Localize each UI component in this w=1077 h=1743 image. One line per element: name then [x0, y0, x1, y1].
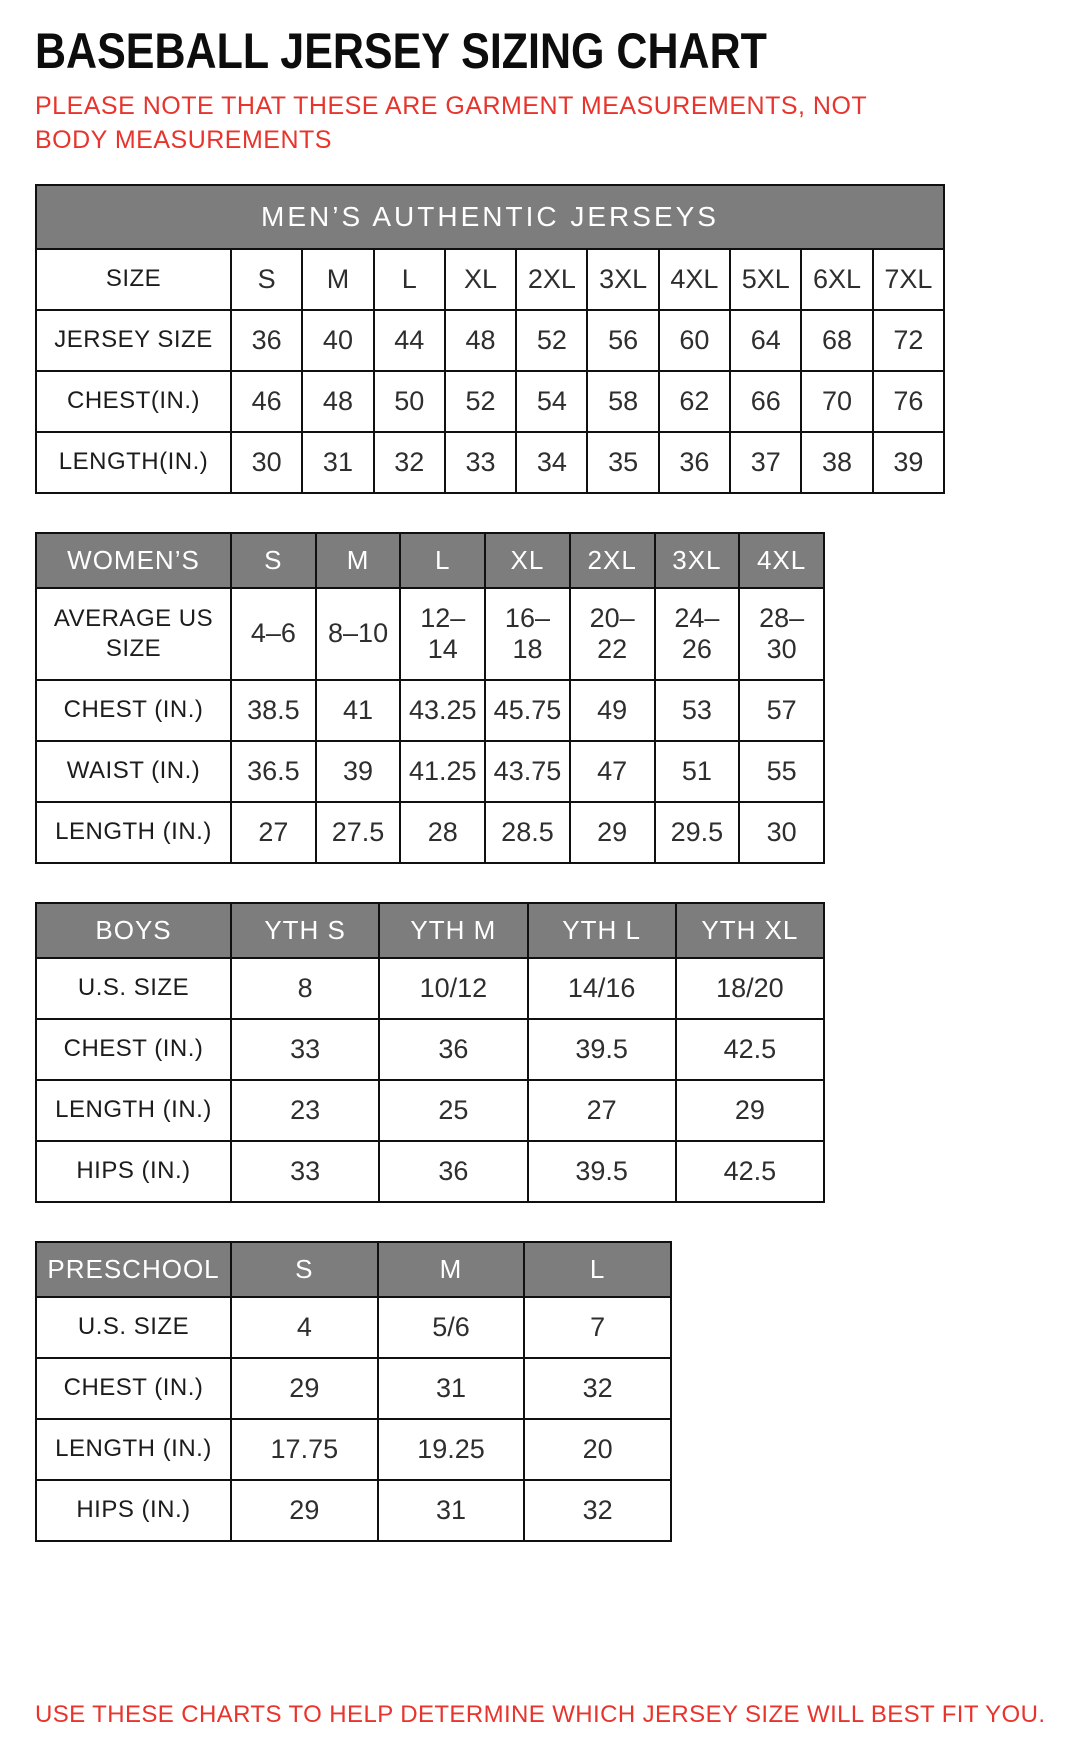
row-label: AVERAGE US SIZE	[36, 588, 231, 680]
table-cell: 36	[379, 1019, 527, 1080]
table-cell: 27	[528, 1080, 676, 1141]
row-label: LENGTH (IN.)	[36, 1419, 231, 1480]
row-label: HIPS (IN.)	[36, 1480, 231, 1541]
table-row	[36, 1358, 671, 1419]
table-cell: 45.75	[485, 680, 570, 741]
row-label: U.S. SIZE	[36, 958, 231, 1019]
row-label: HIPS (IN.)	[36, 1141, 231, 1202]
table-cell: 49	[570, 680, 655, 741]
preschool-table	[35, 1241, 672, 1542]
table-cell: 53	[655, 680, 740, 741]
table-cell: 52	[516, 310, 587, 371]
table-cell: 44	[374, 310, 445, 371]
table-cell: 12–14	[400, 588, 485, 680]
table-cell: 7XL	[873, 249, 944, 310]
table-row	[36, 588, 824, 680]
table-cell: 42.5	[676, 1141, 824, 1202]
table-cell: 3XL	[587, 249, 658, 310]
table-cell: 35	[587, 432, 658, 493]
table-cell: 32	[524, 1358, 671, 1419]
table-cell: 66	[730, 371, 801, 432]
table-cell: 60	[659, 310, 730, 371]
column-header: YTH XL	[676, 903, 824, 958]
column-header: 2XL	[570, 533, 655, 588]
table-cell: 38.5	[231, 680, 316, 741]
table-cell: L	[374, 249, 445, 310]
table-cell: XL	[445, 249, 516, 310]
table-title: BOYS	[36, 903, 231, 958]
column-header: YTH L	[528, 903, 676, 958]
table-cell: 38	[801, 432, 872, 493]
table-cell: 39.5	[528, 1019, 676, 1080]
table-cell: 47	[570, 741, 655, 802]
table-row	[36, 249, 944, 310]
mens-authentic-table	[35, 184, 945, 494]
footer-note: USE THESE CHARTS TO HELP DETERMINE WHICH JERSEY SIZE WILL BEST FIT YOU.	[35, 1701, 1046, 1728]
table-cell: 31	[378, 1358, 525, 1419]
column-header: M	[316, 533, 401, 588]
table-cell: 43.75	[485, 741, 570, 802]
table-cell: 25	[379, 1080, 527, 1141]
table-cell: 54	[516, 371, 587, 432]
table-cell: 18/20	[676, 958, 824, 1019]
table-row	[36, 1480, 671, 1541]
table-row	[36, 1080, 824, 1141]
table-row	[36, 958, 824, 1019]
table-cell: 33	[231, 1019, 379, 1080]
row-label: LENGTH (IN.)	[36, 1080, 231, 1141]
table-cell: 4	[231, 1297, 378, 1358]
table-cell: 43.25	[400, 680, 485, 741]
row-label: SIZE	[36, 249, 231, 310]
column-header: M	[378, 1242, 525, 1297]
table-cell: 5/6	[378, 1297, 525, 1358]
table-cell: 41.25	[400, 741, 485, 802]
table-row	[36, 802, 824, 863]
page-title: BASEBALL JERSEY SIZING CHART	[35, 23, 767, 79]
table-cell: 29.5	[655, 802, 740, 863]
column-header: S	[231, 1242, 378, 1297]
table-cell: 70	[801, 371, 872, 432]
table-cell: 64	[730, 310, 801, 371]
table-title: MEN’S AUTHENTIC JERSEYS	[36, 185, 944, 249]
spacer	[35, 1580, 1042, 1694]
column-header: XL	[485, 533, 570, 588]
table-banner-row	[36, 185, 944, 249]
table-row	[36, 1019, 824, 1080]
table-cell: 19.25	[378, 1419, 525, 1480]
table-cell: 27.5	[316, 802, 401, 863]
table-row	[36, 1297, 671, 1358]
table-cell: 32	[524, 1480, 671, 1541]
row-label: CHEST (IN.)	[36, 1358, 231, 1419]
table-cell: 62	[659, 371, 730, 432]
table-cell: 30	[739, 802, 824, 863]
table-header-row	[36, 1242, 671, 1297]
table-cell: 55	[739, 741, 824, 802]
table-cell: 36	[659, 432, 730, 493]
garment-measurement-note: PLEASE NOTE THAT THESE ARE GARMENT MEASUREMENTS, NOT BODY MEASUREMENTS	[35, 92, 867, 154]
table-cell: 48	[302, 371, 373, 432]
table-cell: 39	[873, 432, 944, 493]
column-header: YTH S	[231, 903, 379, 958]
column-header: S	[231, 533, 316, 588]
table-cell: 16–18	[485, 588, 570, 680]
table-cell: 36	[231, 310, 302, 371]
table-cell: 4–6	[231, 588, 316, 680]
table-cell: 42.5	[676, 1019, 824, 1080]
table-cell: 31	[378, 1480, 525, 1541]
table-cell: 48	[445, 310, 516, 371]
table-row	[36, 741, 824, 802]
table-cell: 23	[231, 1080, 379, 1141]
table-cell: 28	[400, 802, 485, 863]
table-cell: 29	[676, 1080, 824, 1141]
row-label: JERSEY SIZE	[36, 310, 231, 371]
table-cell: 57	[739, 680, 824, 741]
table-cell: 14/16	[528, 958, 676, 1019]
column-header: 4XL	[739, 533, 824, 588]
table-cell: 46	[231, 371, 302, 432]
table-cell: 28–30	[739, 588, 824, 680]
row-label: LENGTH (IN.)	[36, 802, 231, 863]
table-cell: 29	[570, 802, 655, 863]
table-cell: 51	[655, 741, 740, 802]
column-header: L	[524, 1242, 671, 1297]
boys-table	[35, 902, 825, 1203]
table-cell: 8	[231, 958, 379, 1019]
table-cell: 39	[316, 741, 401, 802]
table-header-row	[36, 903, 824, 958]
table-cell: 36	[379, 1141, 527, 1202]
table-cell: 30	[231, 432, 302, 493]
row-label: LENGTH(IN.)	[36, 432, 231, 493]
womens-table	[35, 532, 825, 864]
column-header: 3XL	[655, 533, 740, 588]
table-cell: 4XL	[659, 249, 730, 310]
table-cell: 41	[316, 680, 401, 741]
table-cell: 33	[231, 1141, 379, 1202]
table-cell: 58	[587, 371, 658, 432]
table-cell: 68	[801, 310, 872, 371]
table-header-row	[36, 533, 824, 588]
table-cell: 28.5	[485, 802, 570, 863]
row-label: CHEST(IN.)	[36, 371, 231, 432]
table-cell: 76	[873, 371, 944, 432]
table-cell: M	[302, 249, 373, 310]
table-row	[36, 1141, 824, 1202]
table-cell: 72	[873, 310, 944, 371]
row-label: U.S. SIZE	[36, 1297, 231, 1358]
table-cell: 50	[374, 371, 445, 432]
table-cell: 7	[524, 1297, 671, 1358]
table-cell: 32	[374, 432, 445, 493]
table-cell: 6XL	[801, 249, 872, 310]
table-cell: 33	[445, 432, 516, 493]
table-title: WOMEN’S	[36, 533, 231, 588]
row-label: CHEST (IN.)	[36, 1019, 231, 1080]
sizing-tables	[35, 184, 1042, 1580]
table-row	[36, 1419, 671, 1480]
table-cell: 37	[730, 432, 801, 493]
table-cell: 8–10	[316, 588, 401, 680]
table-cell: S	[231, 249, 302, 310]
table-cell: 29	[231, 1480, 378, 1541]
table-cell: 31	[302, 432, 373, 493]
column-header: L	[400, 533, 485, 588]
table-cell: 20–22	[570, 588, 655, 680]
table-row	[36, 371, 944, 432]
row-label: CHEST (IN.)	[36, 680, 231, 741]
table-row	[36, 432, 944, 493]
row-label: WAIST (IN.)	[36, 741, 231, 802]
table-cell: 5XL	[730, 249, 801, 310]
table-cell: 40	[302, 310, 373, 371]
table-row	[36, 680, 824, 741]
table-cell: 20	[524, 1419, 671, 1480]
table-cell: 27	[231, 802, 316, 863]
table-cell: 10/12	[379, 958, 527, 1019]
table-cell: 24–26	[655, 588, 740, 680]
table-cell: 36.5	[231, 741, 316, 802]
table-row	[36, 310, 944, 371]
table-cell: 2XL	[516, 249, 587, 310]
table-cell: 39.5	[528, 1141, 676, 1202]
table-cell: 34	[516, 432, 587, 493]
table-title: PRESCHOOL	[36, 1242, 231, 1297]
table-cell: 52	[445, 371, 516, 432]
table-cell: 29	[231, 1358, 378, 1419]
table-cell: 17.75	[231, 1419, 378, 1480]
column-header: YTH M	[379, 903, 527, 958]
table-cell: 56	[587, 310, 658, 371]
